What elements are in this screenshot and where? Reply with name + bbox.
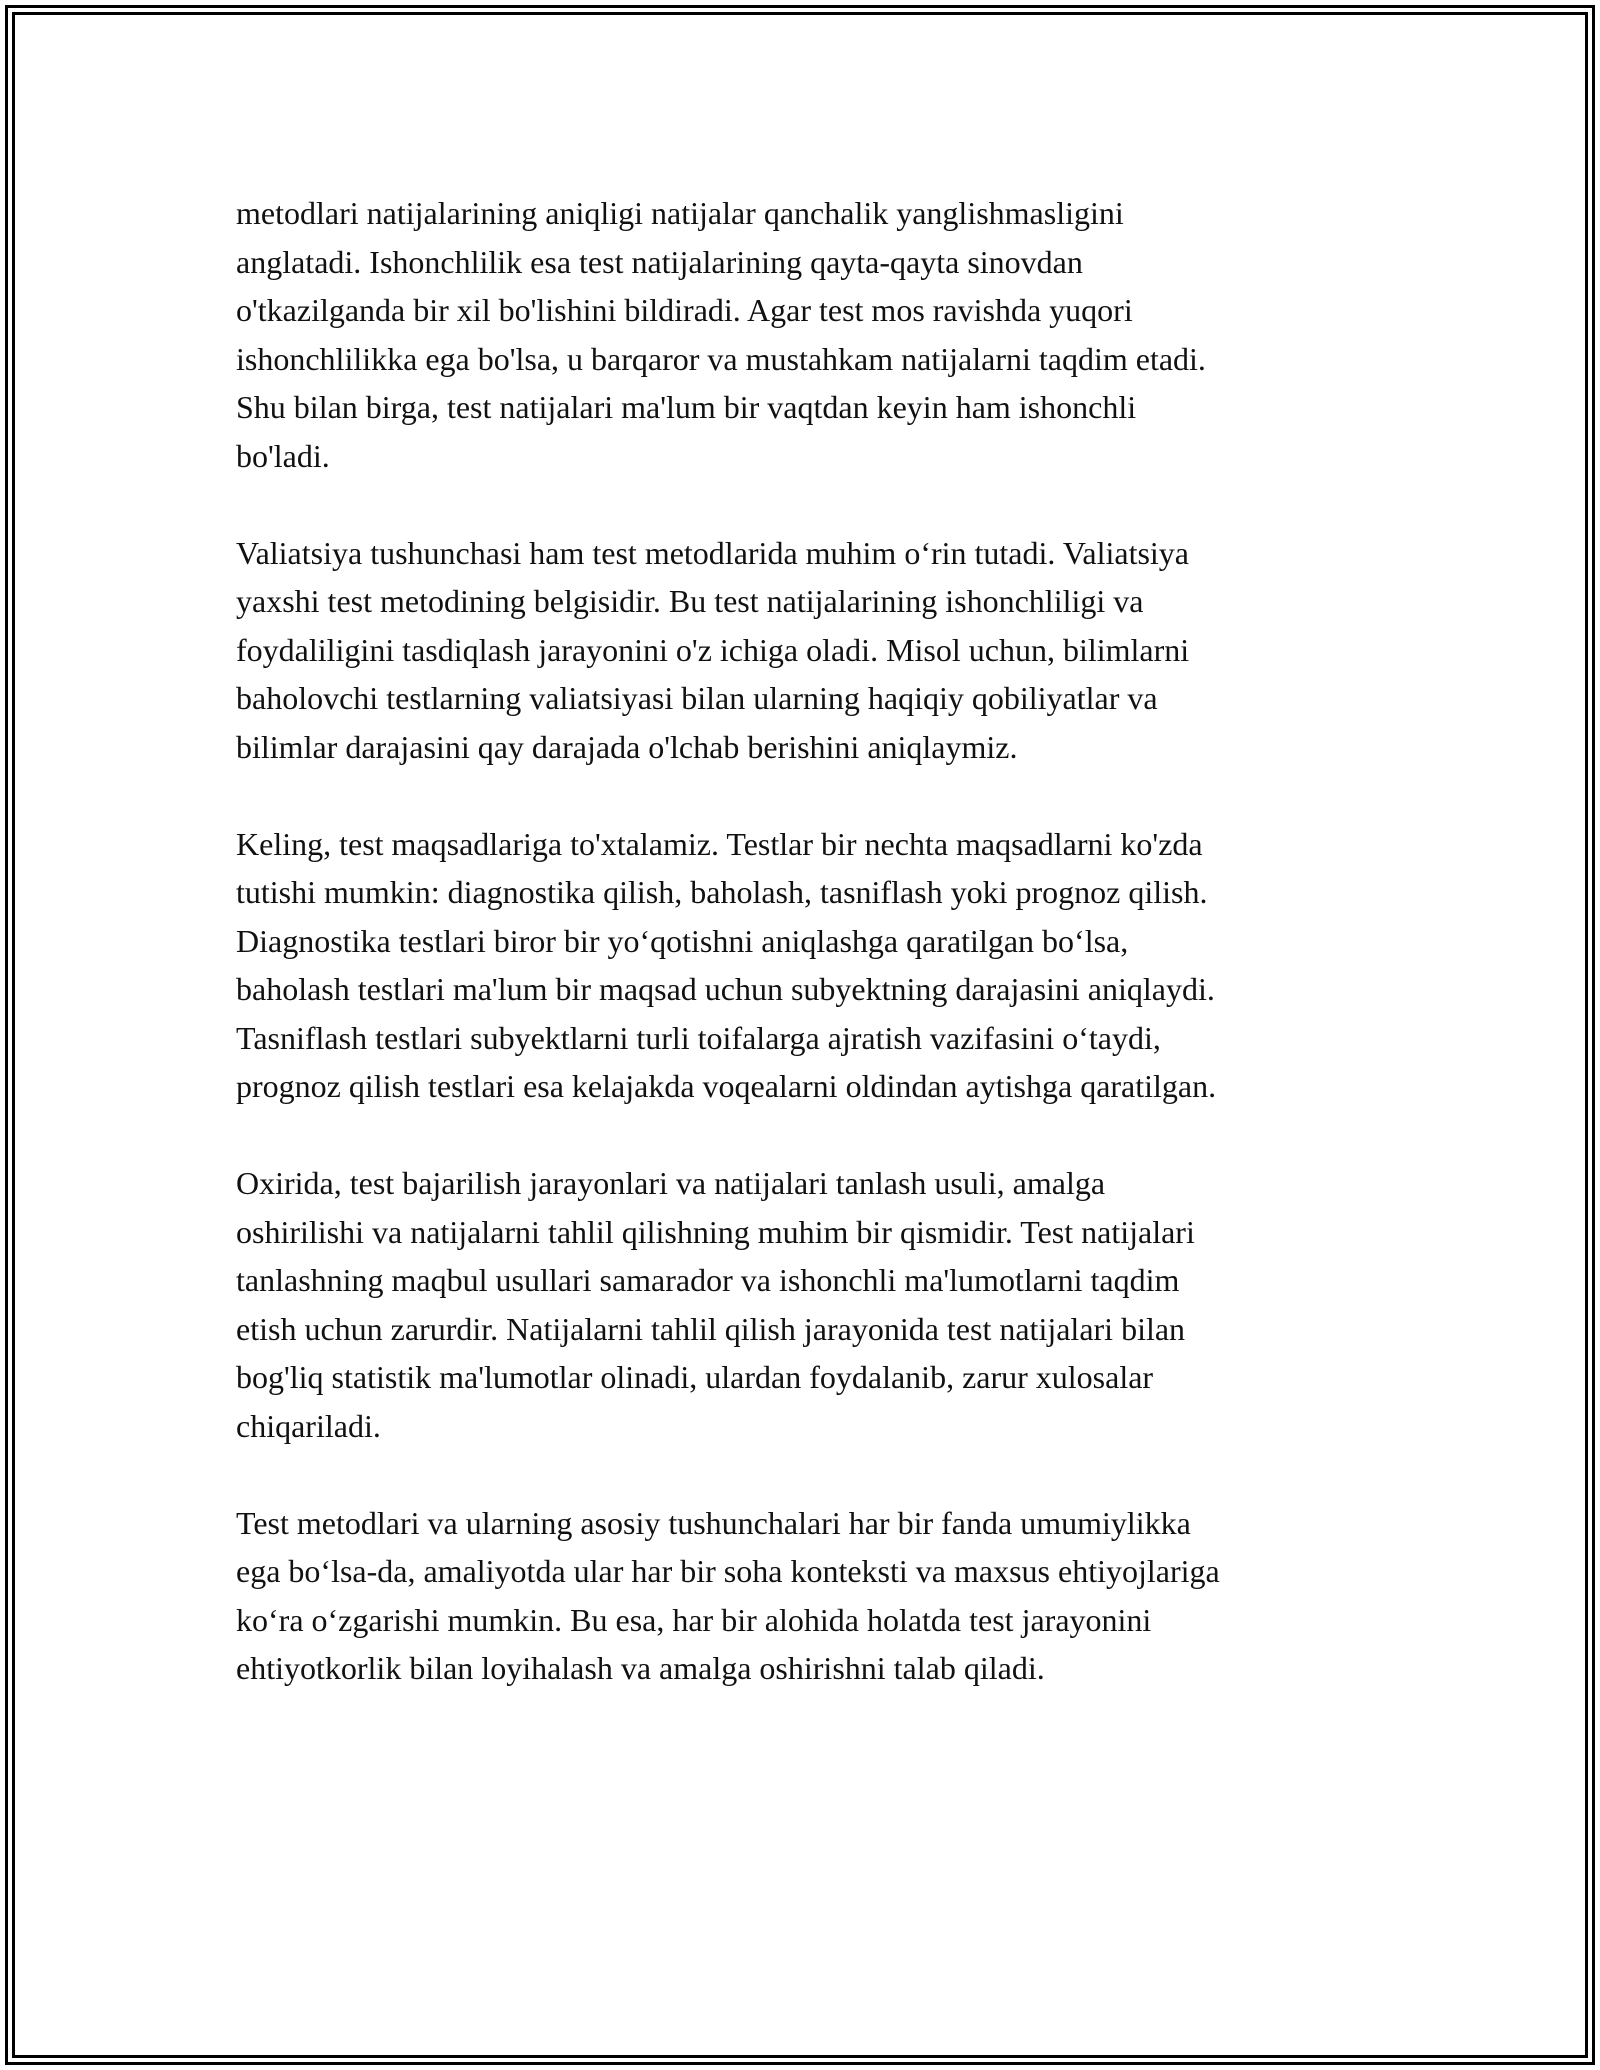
paragraph-test-purposes: Keling, test maqsadlariga to'xtalamiz. Testlar bir nechta maqsadlarni ko'zda tutishi mumkin: diagnostika qilish, baholash, tasniflash yoki prognoz qilish. Diagnostika testlari biror bir yo‘qotishni aniqlashga qaratilgan bo‘lsa, baholash testlari ma'lum bir maqsad uchun subyektning darajasini aniqlaydi. Tasniflash testlari subyektlarni turli toifalarga ajratish vazifasini o‘taydi, prognoz qilish testlari esa kelajakda voqealarni oldindan aytishga qaratilgan. <box>236 825 1217 1104</box>
paragraph-conclusion: Oxirida, test bajarilish jarayonlari va natijalari tanlash usuli, amalga oshirilishi va natijalarni tahlil qilishning muhim bir qismidir. Test natijalari tanlashning maqbul usullari samarador va ishonchli ma'lumotlarni taqdim etish uchun zarurdir. Natijalarni tahlil qilish jarayonida test natijalari bilan bog'liq statistik ma'lumotlar olinadi, ulardan foydalanib, zarur xulosalar chiqariladi. <box>236 1165 1195 1444</box>
document-body <box>236 189 1386 1741</box>
paragraph-validation: Valiatsiya tushunchasi ham test metodlarida muhim o‘rin tutadi. Valiatsiya yaxshi test metodining belgisidir. Bu test natijalarining ishonchliligi va foydaliligini tasdiqlash jarayonini o'z ichiga oladi. Misol uchun, bilimlarni baholovchi testlarning valiatsiyasi bilan ularning haqiqiy qobiliyatlar va bilimlar darajasini qay darajada o'lchab berishini aniqlaymiz. <box>236 534 1190 765</box>
paragraph-summary: Test metodlari va ularning asosiy tushunchalari har bir fanda umumiylikka ega bo‘lsa-da, amaliyotda ular har bir soha konteksti va maxsus ehtiyojlariga ko‘ra o‘zgarishi mumkin. Bu esa, har bir alohida holatda test jarayonini ehtiyotkorlik bilan loyihalash va amalga oshirishni talab qiladi. <box>236 1504 1220 1686</box>
paragraph-reliability: metodlari natijalarining aniqligi natijalar qanchalik yanglishmasligini anglatadi. Ishonchlilik esa test natijalarining qayta-qayta sinovdan o'tkazilganda bir xil bo'lishini bildiradi. Agar test mos ravishda yuqori ishonchlilikka ega bo'lsa, u barqaror va mustahkam natijalarni taqdim etadi. Shu bilan birga, test natijalari ma'lum bir vaqtdan keyin ham ishonchli bo'ladi. <box>236 195 1206 474</box>
